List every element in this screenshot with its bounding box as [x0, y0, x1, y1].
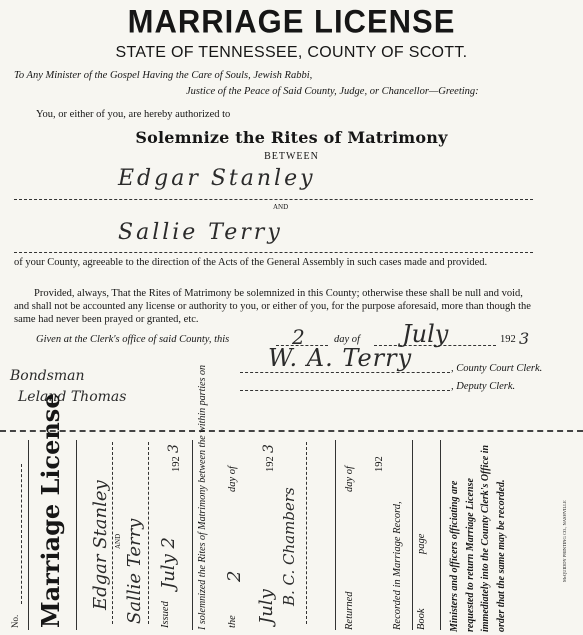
stub-year2: 192 — [265, 456, 276, 472]
stub-officiant: B. C. Chambers — [280, 487, 298, 606]
county-clerk-label: , County Court Clerk. — [451, 363, 543, 374]
stub-day-value: 2 — [224, 570, 245, 582]
given-day-of: day of — [334, 334, 360, 345]
stub-no-line — [21, 464, 22, 604]
bondsman-name: Leland Thomas — [18, 389, 127, 405]
stub-solemnized-text: I solemnized the Rites of Matrimony between the within parties on — [197, 365, 208, 630]
stub-issued-year: 192 — [171, 456, 182, 472]
stub-groom-name: Edgar Stanley — [90, 480, 111, 610]
between-label: BETWEEN — [264, 151, 319, 162]
stub-ministers-note: Ministers and officers officiating are requested to return Marriage License immediately into the County Clerk's Office in order that the same may be recorded. — [449, 444, 507, 632]
given-month: July — [402, 320, 449, 348]
stub-issued-year-digit: 3 — [166, 444, 182, 453]
stub-month-value: July — [256, 589, 277, 624]
clerk-line — [240, 372, 450, 373]
stub-issued-label: Issued — [160, 601, 171, 628]
stub-no-label: No. — [10, 614, 20, 628]
stub-officiant-line — [306, 442, 307, 624]
stub-year2-digit: 3 — [261, 444, 277, 453]
stub-recorded-label: Recorded in Marriage Record, — [392, 501, 403, 630]
address-line-1: To Any Minister of the Gospel Having the Care of Souls, Jewish Rabbi, — [14, 70, 313, 81]
stub-title: Marriage License — [36, 393, 65, 628]
state-county-heading: STATE OF TENNESSEE, COUNTY OF SCOTT. — [115, 44, 468, 61]
stub-and-label: AND — [114, 533, 122, 549]
provided-text: Provided, always, That the Rites of Matrimony be solemnized in this County; otherwise these shall be null and void, and shall not be accounted any license or authority to you, or either of you, for the purpose aforesaid, more than though the same had never been prayed or granted, etc. — [14, 288, 531, 325]
stub-printer-imprint: McQUIDDY PRINTING CO., NASHVILLE — [562, 500, 567, 582]
groom-line — [14, 199, 533, 200]
deputy-line — [240, 390, 450, 391]
given-year-prefix: 192 — [500, 334, 516, 345]
stub-separator — [192, 440, 193, 630]
stub-groom-line — [112, 442, 113, 624]
deputy-clerk-label: , Deputy Clerk. — [451, 381, 516, 392]
address-line-2: Justice of the Peace of Said County, Judge, or Chancellor—Greeting: — [186, 86, 479, 97]
given-day: 2 — [292, 325, 305, 349]
stub-returned-year: 192 — [374, 456, 385, 472]
tear-line — [0, 430, 583, 432]
given-at-text: Given at the Clerk's office of said County, this — [36, 334, 230, 345]
authorize-text: You, or either of you, are hereby authorized to — [36, 109, 231, 120]
stub-separator — [28, 440, 29, 630]
stub-separator — [412, 440, 413, 630]
stub-returned-label: Returned — [344, 591, 355, 630]
stub-separator — [335, 440, 336, 630]
stub-book-label: Book — [416, 608, 427, 630]
stub-separator — [440, 440, 441, 630]
bondsman-label: Bondsman — [10, 368, 85, 384]
solemnize-heading: Solemnize the Rites of Matrimony — [135, 128, 448, 147]
stub-day-of-label: day of — [227, 466, 238, 492]
clerk-signature: W. A. Terry — [268, 344, 413, 372]
stub-page-label: page — [416, 533, 427, 554]
bride-line — [14, 252, 533, 253]
given-year-digit: 3 — [519, 329, 530, 348]
county-direction-text: of your County, agreeable to the direction of the Acts of the General Assembly in such cases made and provided. — [14, 257, 488, 268]
stub-bride-name: Sallie Terry — [124, 518, 145, 624]
stub-issued-value: July 2 — [158, 537, 179, 589]
document-title: MARRIAGE LICENSE — [127, 3, 456, 40]
stub-bride-line — [148, 442, 149, 624]
and-label: AND — [273, 203, 289, 211]
stub-the-label: the — [227, 615, 238, 628]
groom-name: Edgar Stanley — [118, 166, 316, 191]
stub-separator — [76, 440, 77, 630]
bride-name: Sallie Terry — [118, 220, 283, 245]
stub-returned-day-of: day of — [344, 466, 355, 492]
